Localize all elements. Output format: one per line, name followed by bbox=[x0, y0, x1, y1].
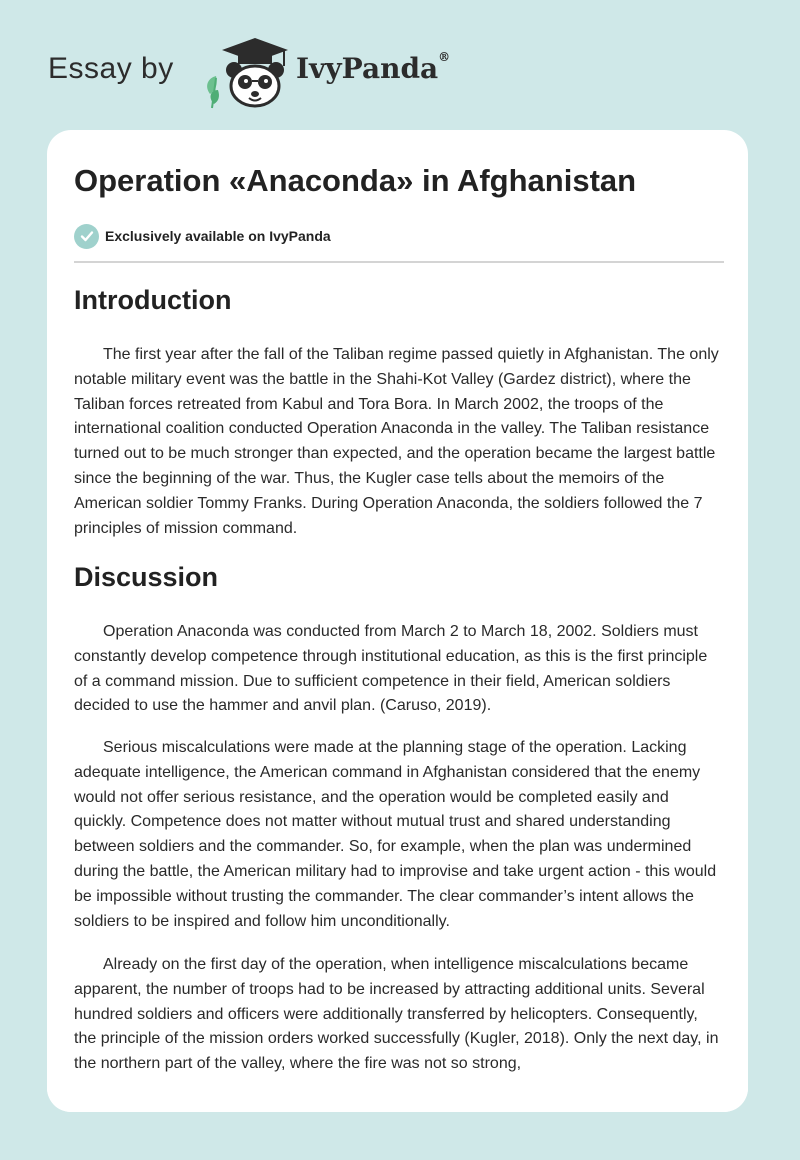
exclusive-badge bbox=[74, 223, 331, 249]
card-bottom-padding bbox=[47, 1082, 748, 1112]
page-title: Operation «Anaconda» in Afghanistan bbox=[74, 163, 637, 198]
section-heading-discussion: Discussion bbox=[74, 562, 219, 592]
essay-by-label: Essay by bbox=[48, 52, 174, 85]
section-heading-introduction: Introduction bbox=[74, 285, 232, 315]
brand-name[interactable]: IvyPanda® bbox=[296, 50, 451, 85]
divider bbox=[74, 261, 724, 263]
paragraph: Serious miscalculations were made at the planning stage of the operation. Lacking adequate intelligence, the American command in Afghanistan considered that the enemy would not offer serious resistance, and the operation would be completed easily and quickly. Competence does not matter without mutual trust and shared understanding between soldiers and the commander. So, for example, when the plan was undermined during the battle, the American military had to improvise and take urgent action - this would be impossible without trusting the commander. The clear commander’s intent allows the soldiers to be inspired and follow him unconditionally. bbox=[74, 739, 717, 930]
paragraph: Already on the first day of the operation, when intelligence miscalculations became apparent, the number of troops had to be increased by attracting additional units. Several hundred soldiers and officers were additionally transferred by helicopters. Consequently, the principle of the mission orders worked successfully (Kugler, 2018). Only the next day, in the northern part of the valley, where the fire was not so strong, bbox=[74, 956, 719, 1073]
essay-card bbox=[47, 130, 748, 1112]
paragraph: The first year after the fall of the Taliban regime passed quietly in Afghanistan. The only notable military event was the battle in the Shahi-Kot Valley (Gardez district), where the Taliban forces retreated from Kabul and Tora Bora. In March 2002, the troops of the international coalition conducted Operation Anaconda in the valley. The Taliban resistance turned out to be much stronger than expected, and the operation became the largest battle since the beginning of the war. Thus, the Kugler case tells about the memoirs of the American soldier Tommy Franks. During Operation Anaconda, the soldiers followed the 7 principles of mission command. bbox=[74, 346, 719, 537]
site-header bbox=[48, 30, 508, 110]
exclusive-label: Exclusively available on IvyPanda bbox=[105, 228, 331, 244]
paragraph: Operation Anaconda was conducted from March 2 to March 18, 2002. Soldiers must constantly develop competence through institutional education, as this is the first principle of a command mission. Due to sufficient competence in their field, American soldiers decided to use the hammer and anvil plan. (Caruso, 2019). bbox=[74, 623, 708, 715]
panda-logo-icon[interactable] bbox=[200, 34, 300, 110]
check-icon bbox=[74, 224, 99, 249]
